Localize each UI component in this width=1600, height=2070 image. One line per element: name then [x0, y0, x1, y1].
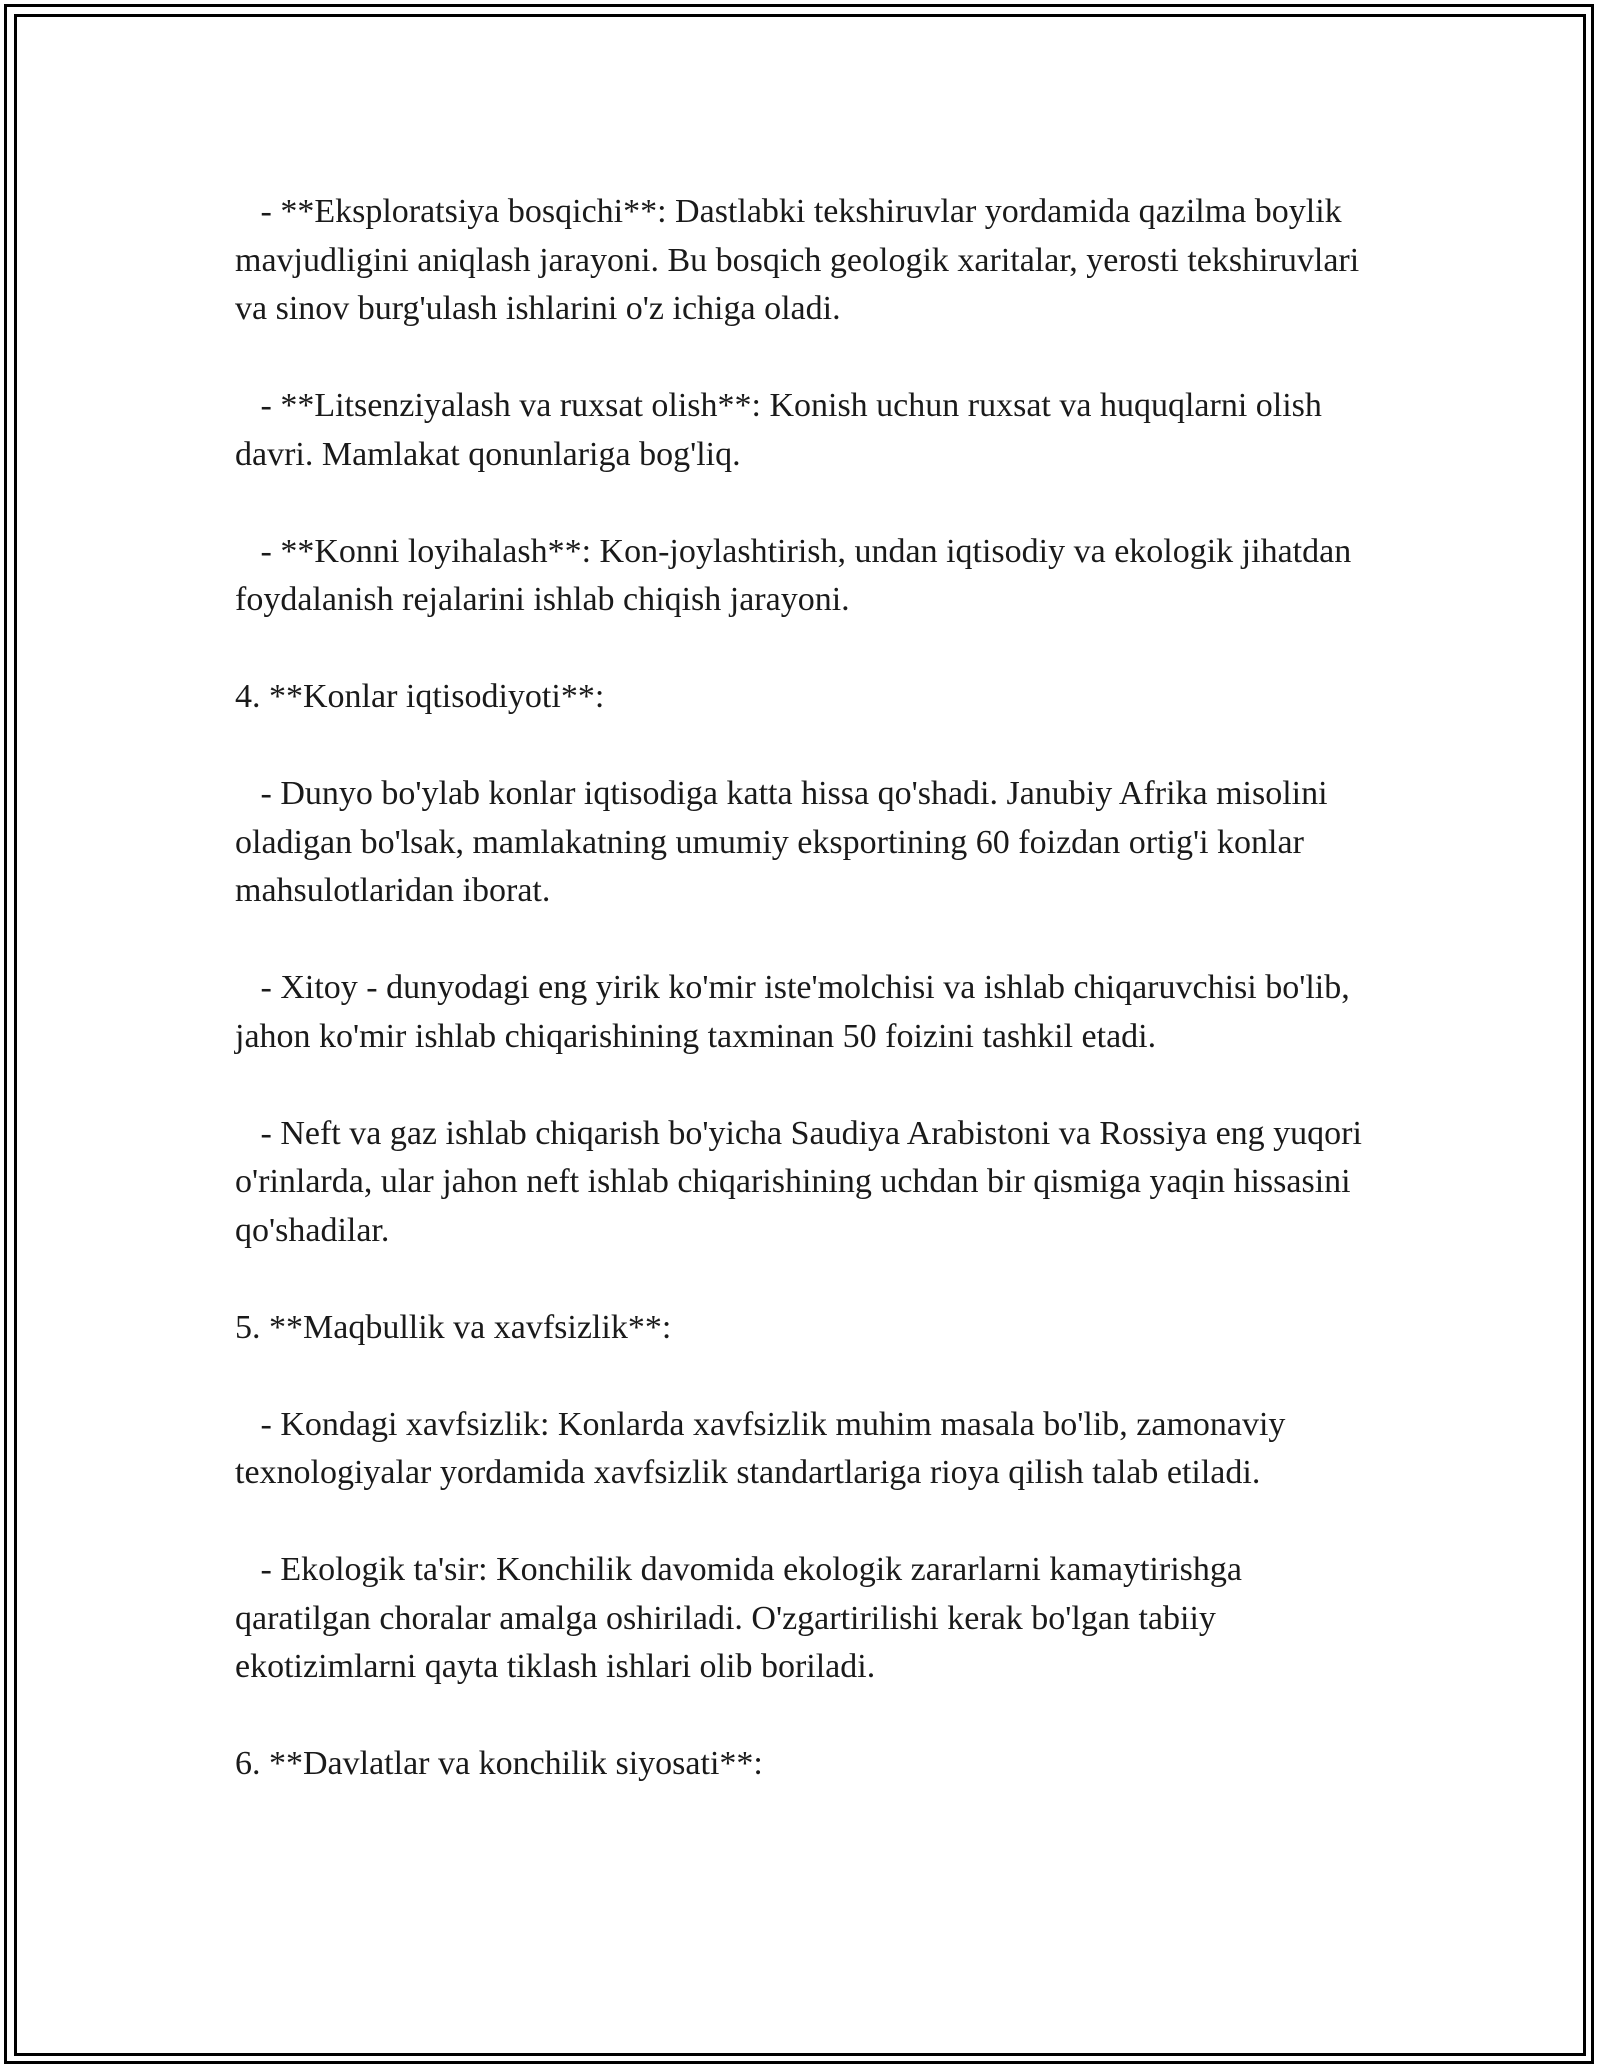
paragraph-ecological-impact: - Ekologik ta'sir: Konchilik davomida ekologik zararlarni kamaytirishga qaratilgan choralar amalga oshiriladi. O'zgartirilishi kerak bo'lgan tabiiy ekotizimlarni qayta tiklash ishlari olib boriladi.: [235, 1551, 1251, 1685]
paragraph-mine-design: - **Konni loyihalash**: Kon-joylashtirish, undan iqtisodiy va ekologik jihatdan foydalanish rejalarini ishlab chiqish jarayoni.: [235, 532, 1360, 618]
paragraph-mine-safety: - Kondagi xavfsizlik: Konlarda xavfsizlik muhim masala bo'lib, zamonaviy texnologiyalar yordamida xavfsizlik standartlariga rioya qilish talab etiladi.: [235, 1405, 1294, 1491]
paragraph-exploration-stage: - **Eksploratsiya bosqichi**: Dastlabki tekshiruvlar yordamida qazilma boylik mavjudligini aniqlash jarayoni. Bu bosqich geologik xaritalar, yerosti tekshiruvlari va sinov burg'ulash ishlarini o'z ichiga oladi.: [235, 193, 1368, 327]
section-heading-policy: 6. **Davlatlar va konchilik siyosati**:: [235, 1745, 763, 1782]
paragraph-china-coal: - Xitoy - dunyodagi eng yirik ko'mir iste'molchisi va ishlab chiqaruvchisi bo'lib, jahon ko'mir ishlab chiqarishining taxminan 50 foizini tashkil etadi.: [235, 969, 1359, 1055]
document-body: [235, 188, 1385, 1789]
paragraph-licensing: - **Litsenziyalash va ruxsat olish**: Konish uchun ruxsat va huquqlarni olish davri. Mamlakat qonunlariga bog'liq.: [235, 387, 1331, 473]
paragraph-oil-gas: - Neft va gaz ishlab chiqarish bo'yicha Saudiya Arabistoni va Rossiya eng yuqori o'rinlarda, ular jahon neft ishlab chiqarishining uchdan bir qismiga yaqin hissasini qo'shadilar.: [235, 1114, 1371, 1249]
paragraph-world-contribution: - Dunyo bo'ylab konlar iqtisodiga katta hissa qo'shadi. Janubiy Afrika misolini oladigan bo'lsak, mamlakatning umumiy eksportining 60 foizdan ortig'i konlar mahsulotlaridan iborat.: [235, 775, 1337, 909]
section-heading-mining-economy: 4. **Konlar iqtisodiyoti**:: [235, 678, 605, 715]
section-heading-safety: 5. **Maqbullik va xavfsizlik**:: [235, 1308, 672, 1346]
